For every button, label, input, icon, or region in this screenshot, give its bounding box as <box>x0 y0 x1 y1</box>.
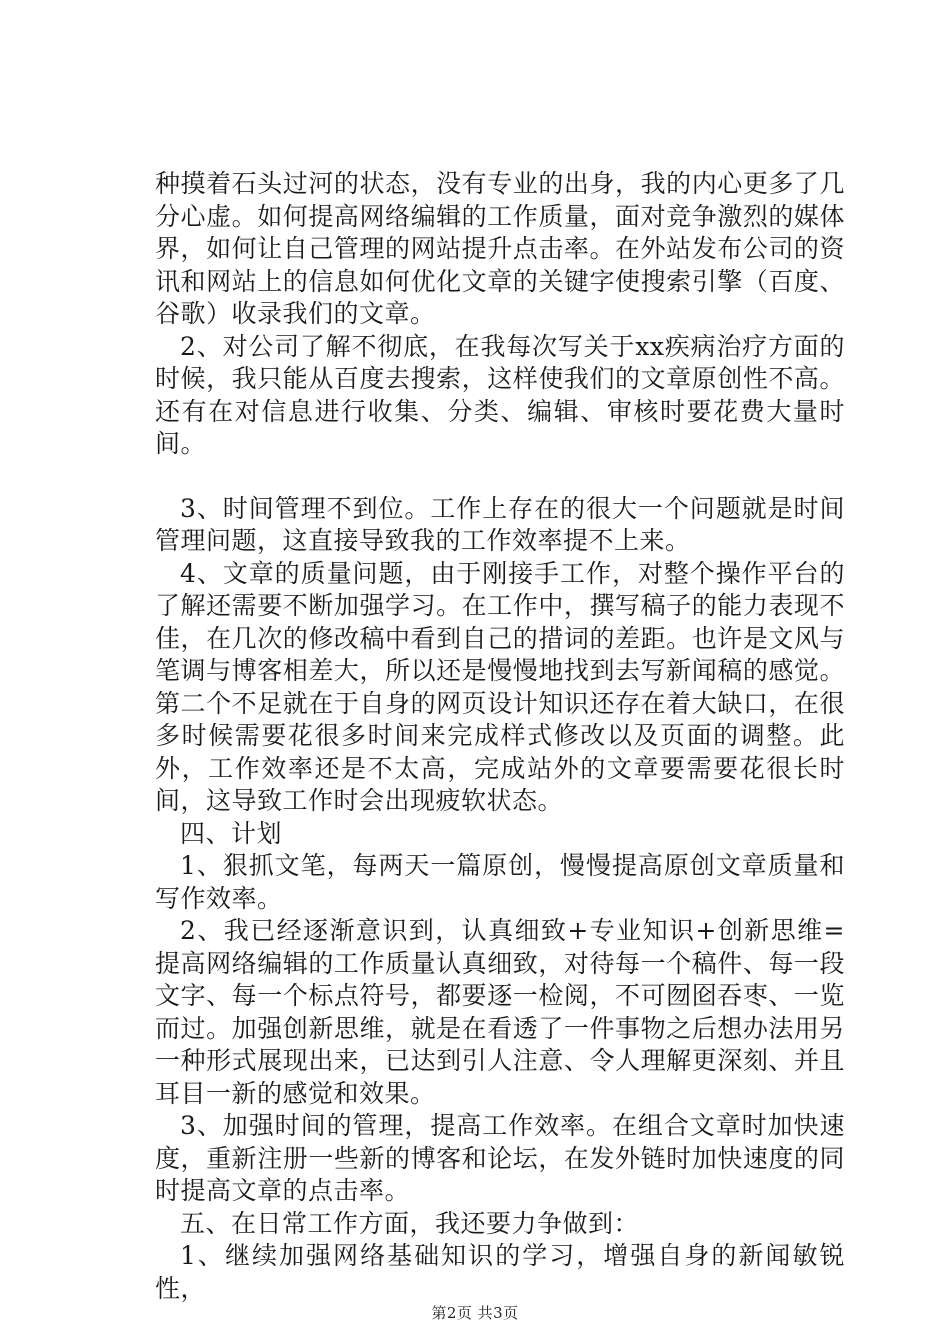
paragraph-item-2: 2、对公司了解不彻底，在我每次写关于xx疾病治疗方面的时候，我只能从百度去搜索，这样使我们的文章原创性不高。还有在对信息进行收集、分类、编辑、审核时要花费大量时间。 <box>155 331 845 458</box>
section-heading-daily-work: 五、在日常工作方面，我还要力争做到： <box>180 1208 640 1238</box>
plan-item-2: 2、我已经逐渐意识到，认真细致+专业知识+创新思维=提高网络编辑的工作质量认真细致，对待每一个稿件、每一段文字、每一个标点符号，都要逐一检阅，不可囫囵吞枣、一览而过。加强创新思维，就是在看透了一件事物之后想办法用另一种形式展现出来，已达到引人注意、令人理解更深刻、并且耳目一新的感觉和效果。 <box>155 916 845 1108</box>
daily-work-item-1: 1、继续加强网络基础知识的学习，增强自身的新闻敏锐性， <box>155 1241 845 1303</box>
plan-item-1: 1、狠抓文笔，每两天一篇原创，慢慢提高原创文章质量和写作效率。 <box>155 851 845 913</box>
paragraph-item-3: 3、时间管理不到位。工作上存在的很大一个问题就是时间管理问题，这直接导致我的工作效率提不上来。 <box>155 493 845 555</box>
section-heading-plan: 四、计划 <box>180 818 283 848</box>
paragraph-continuation: 种摸着石头过河的状态，没有专业的出身，我的内心更多了几分心虚。如何提高网络编辑的工作质量，面对竞争激烈的媒体界，如何让自己管理的网站提升点击率。在外站发布公司的资讯和网站上的信息如何优化文章的关键字使搜索引擎（百度、谷歌）收录我们的文章。 <box>155 169 845 328</box>
page-number-footer: 第2页 共3页 <box>431 1304 519 1322</box>
plan-item-3: 3、加强时间的管理，提高工作效率。在组合文章时加快速度，重新注册一些新的博客和论坛，在发外链时加快速度的同时提高文章的点击率。 <box>155 1111 845 1205</box>
document-body <box>155 168 845 1305</box>
paragraph-item-4: 4、文章的质量问题，由于刚接手工作，对整个操作平台的了解还需要不断加强学习。在工作中，撰写稿子的能力表现不佳，在几次的修改稿中看到自己的措词的差距。也许是文风与笔调与博客相差大，所以还是慢慢地找到去写新闻稿的感觉。第二个不足就在于自身的网页设计知识还存在着大缺口，在很多时候需要花很多时间来完成样式修改以及页面的调整。此外，工作效率还是不太高，完成站外的文章要需要花很长时间，这导致工作时会出现疲软状态。 <box>155 558 845 815</box>
